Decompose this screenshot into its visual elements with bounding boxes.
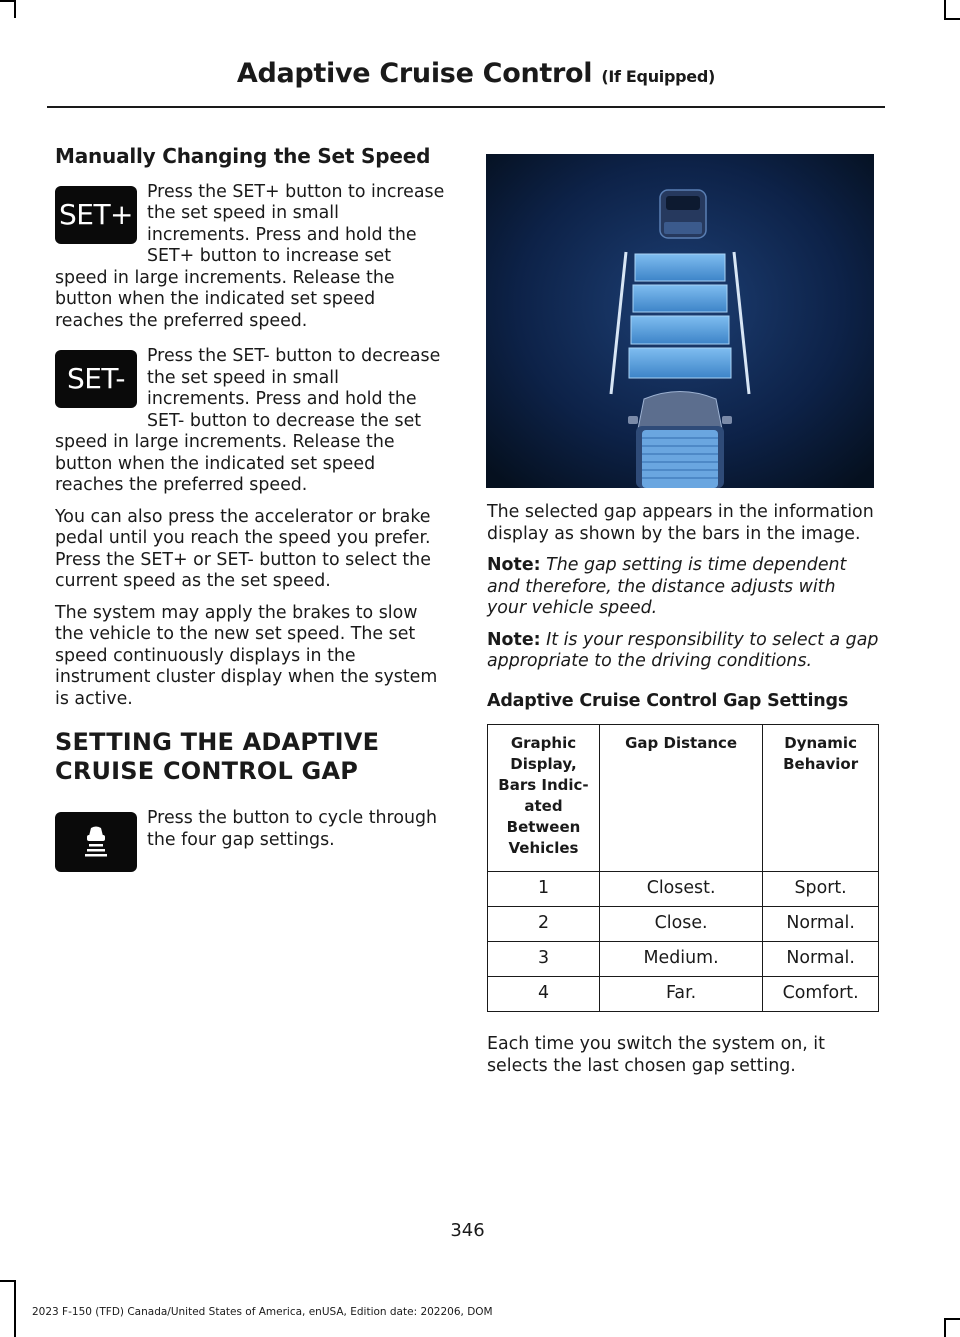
gap-setting-icon [55,812,137,872]
page-header [237,58,715,89]
crop-mark-bottom-left [14,1280,16,1337]
crop-mark-bottom-left-h [0,1280,14,1282]
table-cell: Closest. [599,872,762,907]
table-cell: 4 [488,977,600,1012]
table-title: Adaptive Cruise Control Gap Settings [487,690,849,711]
note-text: It is your responsibility to select a gap appropriate to the driving conditions. [487,629,879,671]
set-plus-paragraph: Press the SET+ button to increase the set speed in small increments. Press and hold the SET+ button to increase set speed in large increments. Release the button when the indicated set speed reaches the preferred speed. [55,181,445,331]
note-responsibility [487,630,879,673]
table-row [488,977,879,1012]
crop-mark-top-left [0,0,14,2]
section-heading-set-speed: Manually Changing the Set Speed [55,144,431,168]
page-number: 346 [450,1220,485,1241]
table-cell: Sport. [763,872,879,907]
gap-setting-icon-graphic [81,822,111,862]
table-header-cell: Dynamic Behavior [763,725,879,872]
table-cell: 2 [488,907,600,942]
table-cell: Normal. [763,907,879,942]
left-column [55,146,447,876]
header-subtitle: (If Equipped) [601,67,715,86]
set-plus-icon-label: SET+ [58,197,134,231]
note-label: Note: [487,629,541,650]
table-header-cell: Gap Distance [599,725,762,872]
set-minus-icon-label: SET- [66,362,126,396]
table-cell: Close. [599,907,762,942]
table-cell: Far. [599,977,762,1012]
accelerator-paragraph: You can also press the accelerator or brake pedal until you reach the speed you prefer. Press the SET+ or SET- button to select the current speed as the set speed. [55,506,431,591]
crop-mark-top-right-h [944,18,960,20]
note-text: The gap setting is time dependent and therefore, the distance adjusts with your vehicle speed. [487,555,847,618]
brakes-paragraph: The system may apply the brakes to slow the vehicle to the new set speed. The set speed continuously displays in the instrument cluster display when the system is active. [55,602,438,709]
table-cell: Comfort. [763,977,879,1012]
table-cell: Normal. [763,942,879,977]
table-header-cell: Graphic Display, Bars Indic-ated Between Vehicles [488,725,600,872]
table-row [488,942,879,977]
note-label: Note: [487,555,541,575]
set-minus-icon [55,350,137,408]
right-column [487,502,879,1087]
set-plus-icon [55,186,137,244]
gap-section-heading: SETTING THE ADAPTIVE CRUISE CONTROL GAP [55,728,380,785]
table-row [488,907,879,942]
crop-mark-top-right [944,0,946,18]
header-title: Adaptive Cruise Control [236,58,593,89]
footer-edition: 2023 F-150 (TFD) Canada/United States of America, enUSA, Edition date: 202206, DOM [32,1306,493,1318]
display-paragraph: The selected gap appears in the information display as shown by the bars in the image. [487,502,874,544]
table-cell: 3 [488,942,600,977]
gap-distance-display-image [486,154,874,488]
gap-paragraph: Press the button to cycle through the four gap settings. [147,808,438,850]
crop-mark-bottom-right [944,1318,946,1337]
table-header-row [488,725,879,872]
crop-mark-bottom-right-h [944,1318,960,1320]
crop-mark-top-left-v [14,0,16,18]
table-row [488,872,879,907]
set-minus-paragraph: Press the SET- button to decrease the set speed in small increments. Press and hold the SET- button to decrease the set speed in large increments. Release the button when the indicated set speed reaches the preferred speed. [55,346,441,495]
gap-settings-table [487,724,879,1012]
note-timing [487,555,879,620]
table-cell: Medium. [599,942,762,977]
header-rule [47,106,885,108]
last-setting-paragraph: Each time you switch the system on, it selects the last chosen gap setting. [487,1034,825,1076]
table-cell: 1 [488,872,600,907]
